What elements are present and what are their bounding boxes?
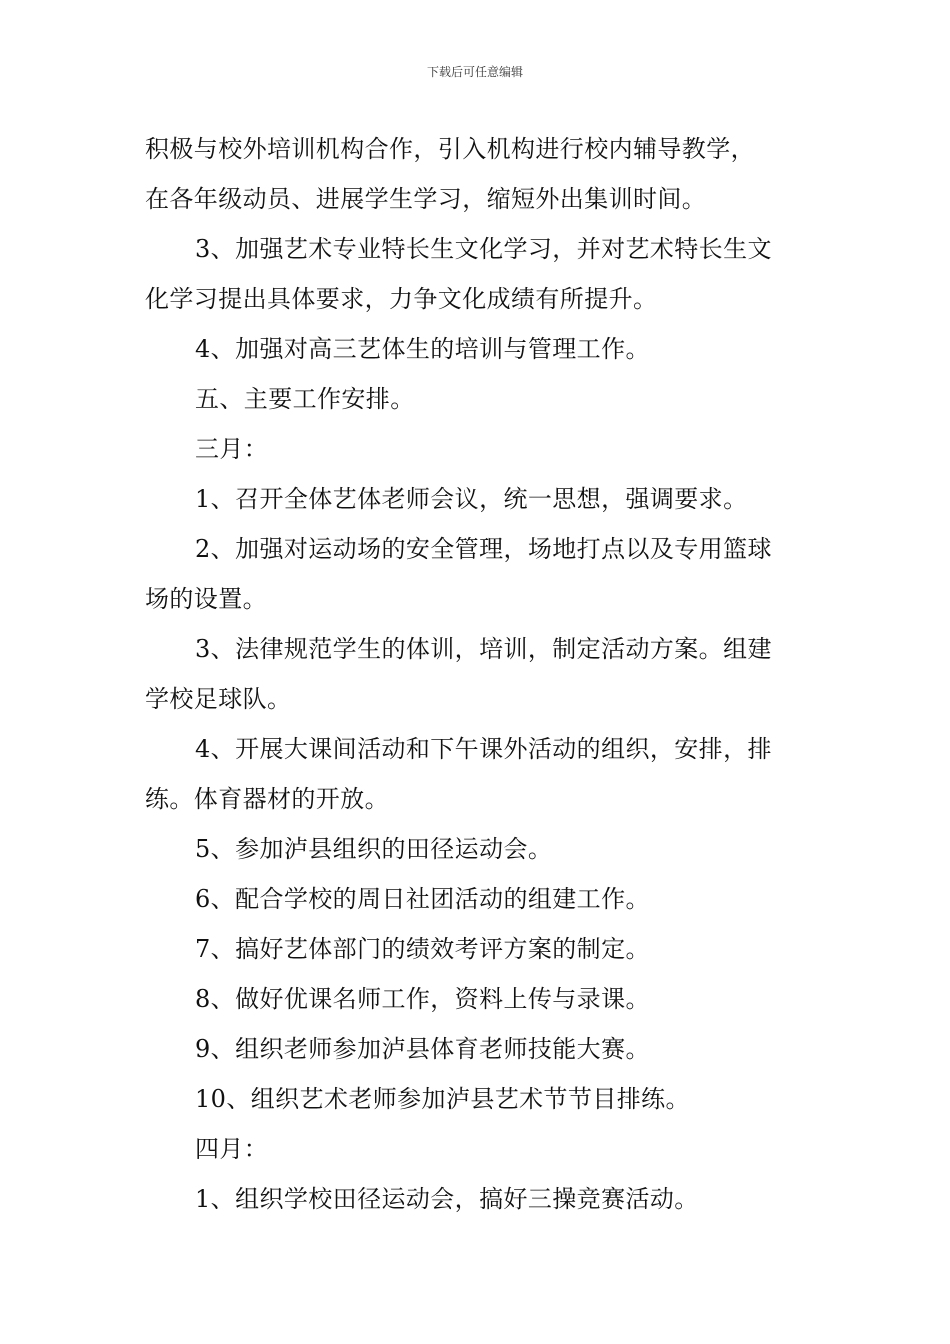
text-line: 场的设置。 [145,585,267,613]
text-line: 在各年级动员、进展学生学习，缩短外出集训时间。 [145,185,707,213]
text-line: 7、搞好艺体部门的绩效考评方案的制定。 [195,935,650,963]
text-line: 3、法律规范学生的体训，培训，制定活动方案。组建 [195,635,772,663]
text-line: 4、开展大课间活动和下午课外活动的组织，安排，排 [195,735,772,763]
text-line: 6、配合学校的周日社团活动的组建工作。 [195,885,650,913]
document-body [145,124,810,1224]
text-line: 8、做好优课名师工作，资料上传与录课。 [195,985,650,1013]
header-note: 下载后可任意编辑 [426,65,523,79]
text-line: 1、组织学校田径运动会，搞好三操竞赛活动。 [195,1185,699,1213]
text-line: 化学习提出具体要求，力争文化成绩有所提升。 [145,285,658,313]
text-line: 积极与校外培训机构合作，引入机构进行校内辅导教学， [145,135,755,163]
section-heading: 五、主要工作安排。 [195,385,415,413]
text-line: 练。体育器材的开放。 [145,785,389,813]
text-line: 2、加强对运动场的安全管理，场地打点以及专用篮球 [195,535,772,563]
text-line: 3、加强艺术专业特长生文化学习，并对艺术特长生文 [195,235,772,263]
text-line: 5、参加泸县组织的田径运动会。 [195,835,553,863]
month-heading: 三月： [195,435,269,463]
text-line: 9、组织老师参加泸县体育老师技能大赛。 [195,1035,650,1063]
month-heading: 四月： [195,1135,269,1163]
text-line: 4、加强对高三艺体生的培训与管理工作。 [195,335,650,363]
text-line: 1、召开全体艺体老师会议，统一思想，强调要求。 [195,485,748,513]
text-line: 学校足球队。 [145,685,292,713]
text-line: 10、组织艺术老师参加泸县艺术节节目排练。 [195,1085,690,1113]
